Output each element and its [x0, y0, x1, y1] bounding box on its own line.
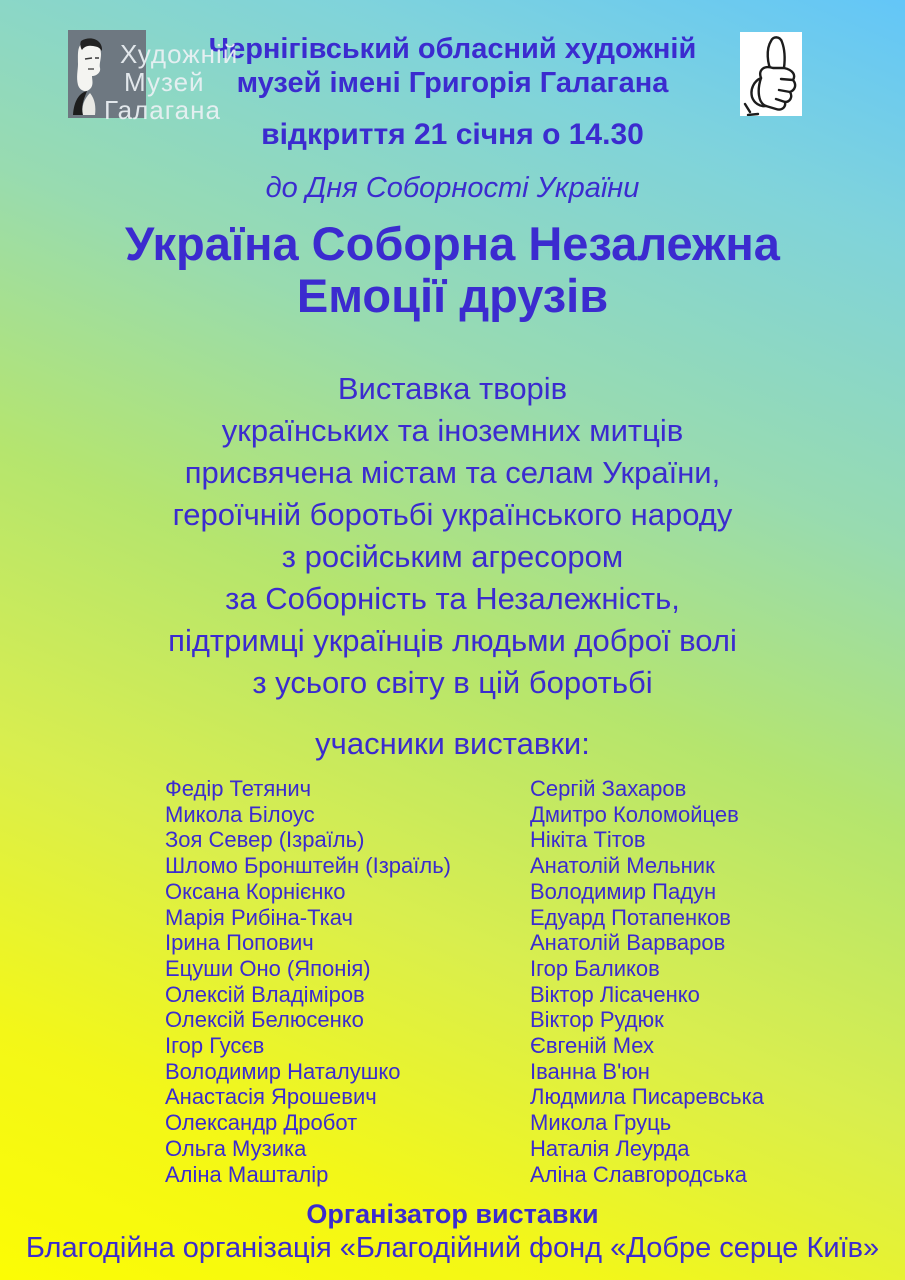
opening-datetime: відкриття 21 січня о 14.30: [261, 118, 644, 151]
exhibition-description: [0, 368, 905, 704]
poster-title-line: Україна Соборна Незалежна: [125, 217, 780, 270]
museum-title-line: Чернігівський обласний художній: [208, 33, 697, 65]
participant-name: Аліна Машталір: [165, 1161, 329, 1187]
participant-name: Едуард Потапенков: [530, 904, 731, 930]
description-line: присвячена містам та селам України,: [184, 455, 721, 490]
description-line: за Соборність та Незалежність,: [225, 581, 680, 616]
participant-name: Федір Тетянич: [165, 776, 312, 801]
participant-name: Анатолій Варваров: [530, 930, 726, 956]
participant-name: Іванна В'юн: [530, 1058, 650, 1084]
participant-name: Ецуши Оно (Японія): [165, 955, 371, 981]
participant-name: Ігор Гусєв: [165, 1033, 265, 1059]
participants-heading: учасники виставки:: [315, 726, 590, 761]
participant-name: Микола Білоус: [165, 801, 315, 827]
museum-title-line: музей імені Григорія Галагана: [236, 67, 669, 99]
participant-name: Нікіта Тітов: [530, 827, 646, 853]
description-line: українських та іноземних митців: [221, 413, 684, 448]
participant-name: Оксана Корнієнко: [165, 878, 346, 904]
participant-name: Марія Рибіна-Ткач: [165, 904, 353, 930]
logo-text-line: Галагана: [104, 95, 221, 125]
participant-name: Шломо Бронштейн (Ізраїль): [165, 853, 452, 879]
participant-name: Ірина Попович: [165, 930, 314, 956]
description-line: Виставка творів: [337, 371, 568, 406]
participant-name: Олександр Дробот: [165, 1110, 358, 1136]
participant-name: Віктор Рудюк: [530, 1007, 664, 1033]
description-line: з усього світу в цій боротьбі: [252, 665, 653, 700]
dedication-line: до Дня Соборності України: [265, 172, 640, 204]
organizer-label: Організатор виставки: [306, 1199, 599, 1230]
participant-name: Дмитро Коломойцев: [530, 801, 739, 827]
description-line: героїчній боротьбі українського народу: [172, 497, 733, 532]
museum-logo-text: [104, 39, 239, 125]
poster-title-line: Емоції друзів: [296, 269, 609, 322]
participants-list: [0, 776, 905, 1187]
participant-name: Володимир Падун: [530, 878, 717, 904]
participant-name: Володимир Наталушко: [165, 1058, 401, 1084]
participant-name: Аліна Славгородська: [530, 1161, 747, 1187]
participant-name: Олексій Владіміров: [165, 981, 365, 1007]
thumbs-up-icon: [740, 32, 802, 116]
description-line: підтримці українців людьми доброї волі: [168, 623, 737, 658]
participant-name: Наталія Леурда: [530, 1135, 690, 1161]
logo-text-line: Художній: [120, 39, 239, 69]
participant-name: Микола Груць: [530, 1110, 672, 1136]
participant-name: Зоя Север (Ізраїль): [165, 827, 365, 853]
participant-name: Анатолій Мельник: [530, 853, 715, 879]
participants-right-column: [530, 776, 870, 1187]
participant-name: Анастасія Ярошевич: [165, 1084, 377, 1110]
participant-name: Олексій Белюсенко: [165, 1007, 364, 1033]
participant-name: Людмила Писаревська: [530, 1084, 764, 1110]
participant-name: Євгеній Мех: [530, 1033, 655, 1059]
participants-left-column: [165, 776, 505, 1187]
participant-name: Ігор Баликов: [530, 955, 660, 981]
logo-text-line: Музей: [124, 67, 205, 97]
organizer-name: Благодійна організація «Благодійний фонд «Добре серце Київ»: [25, 1232, 880, 1265]
participant-name: Сергій Захаров: [530, 776, 687, 801]
description-line: з російським агресором: [281, 539, 624, 574]
participant-name: Ольга Музика: [165, 1135, 307, 1161]
poster-title: [0, 218, 905, 322]
participant-name: Віктор Лісаченко: [530, 981, 700, 1007]
